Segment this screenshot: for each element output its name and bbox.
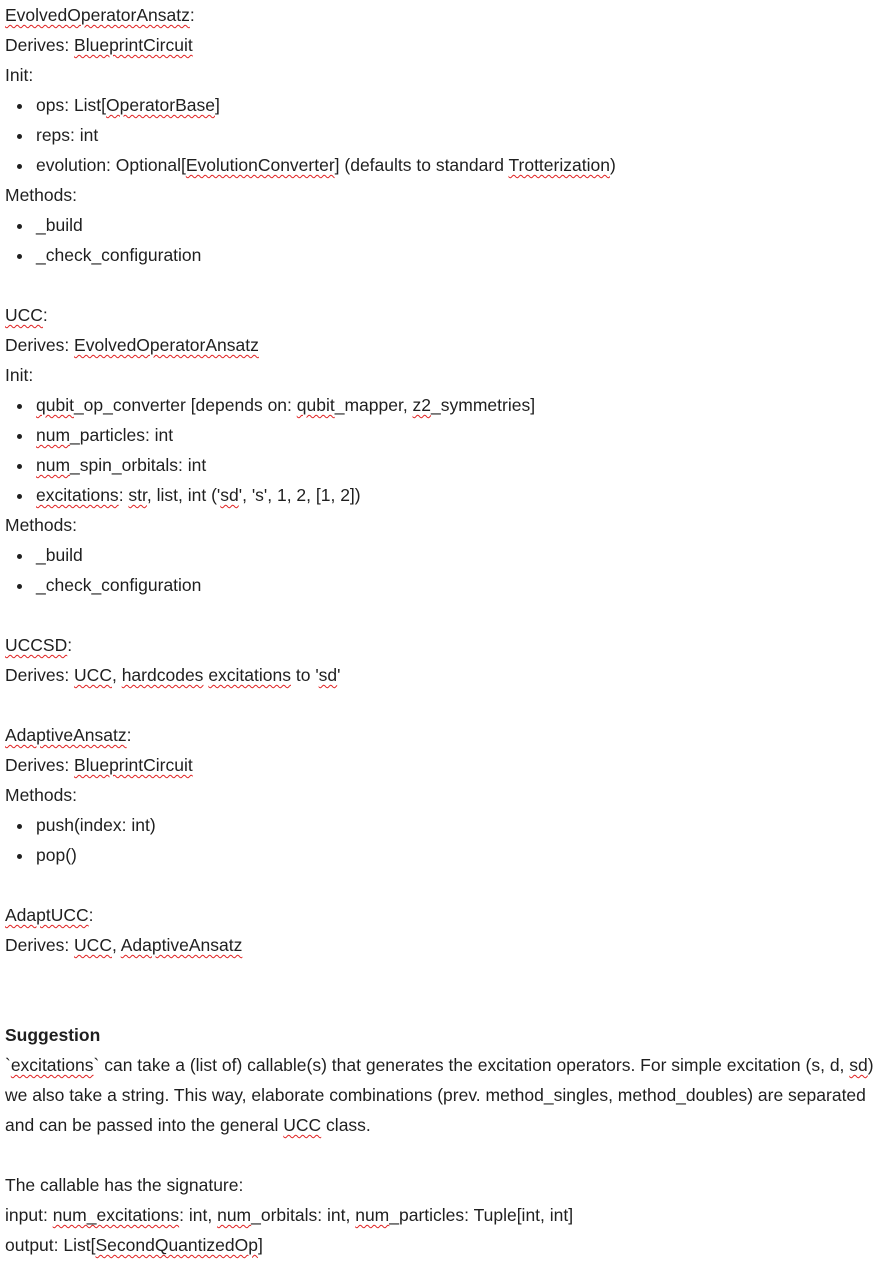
methods-label: Methods: xyxy=(5,785,77,805)
class-name: UCC xyxy=(5,305,43,325)
list-item: _build xyxy=(5,540,889,570)
derives-line: Derives: UCC, AdaptiveAnsatz xyxy=(5,935,243,955)
class-name: AdaptiveAnsatz xyxy=(5,725,127,745)
init-label: Init: xyxy=(5,365,34,385)
class-heading-evolved: EvolvedOperatorAnsatz: xyxy=(5,5,195,25)
class-name: EvolvedOperatorAnsatz xyxy=(5,5,190,25)
signature-input: input: num_excitations: int, num_orbitals: int, num_particles: Tuple[int, int] xyxy=(5,1205,574,1225)
list-item: reps: int xyxy=(5,120,889,150)
derives-line: Derives: EvolvedOperatorAnsatz xyxy=(5,335,259,355)
class-heading-ucc: UCC: xyxy=(5,305,48,325)
list-item: qubit_op_converter [depends on: qubit_mapper, z2_symmetries] xyxy=(5,390,889,420)
list-item: pop() xyxy=(5,840,889,870)
signature-intro: The callable has the signature: xyxy=(5,1175,244,1195)
suggestion-paragraph: `excitations` can take a (list of) callable(s) that generates the excitation operators. For simple excitation (s, d, sd) we also take a string. This way, elaborate combinations (prev. method_singles, method_doubles) are separated and can be passed into the general UCC class. xyxy=(5,1055,874,1135)
derives-line: Derives: BlueprintCircuit xyxy=(5,755,193,775)
class-name: UCCSD xyxy=(5,635,68,655)
list-item: num_spin_orbitals: int xyxy=(5,450,889,480)
list-item: ops: List[OperatorBase] xyxy=(5,90,889,120)
methods-label: Methods: xyxy=(5,515,77,535)
derives-line: Derives: UCC, hardcodes excitations to 'sd' xyxy=(5,665,341,685)
derives-line: Derives: BlueprintCircuit xyxy=(5,35,193,55)
list-item: _check_configuration xyxy=(5,240,889,270)
list-item: num_particles: int xyxy=(5,420,889,450)
class-heading-adaptucc: AdaptUCC: xyxy=(5,905,94,925)
list-item: excitations: str, list, int ('sd', 's', 1, 2, [1, 2]) xyxy=(5,480,889,510)
list-item: _build xyxy=(5,210,889,240)
class-heading-adaptive: AdaptiveAnsatz: xyxy=(5,725,132,745)
init-label: Init: xyxy=(5,65,34,85)
list-item: evolution: Optional[EvolutionConverter] (defaults to standard Trotterization) xyxy=(5,150,889,180)
suggestion-heading: Suggestion xyxy=(5,1025,101,1045)
methods-label: Methods: xyxy=(5,185,77,205)
signature-output: output: List[SecondQuantizedOp] xyxy=(5,1235,263,1255)
class-name: AdaptUCC xyxy=(5,905,89,925)
class-heading-uccsd: UCCSD: xyxy=(5,635,73,655)
list-item: _check_configuration xyxy=(5,570,889,600)
list-item: push(index: int) xyxy=(5,810,889,840)
